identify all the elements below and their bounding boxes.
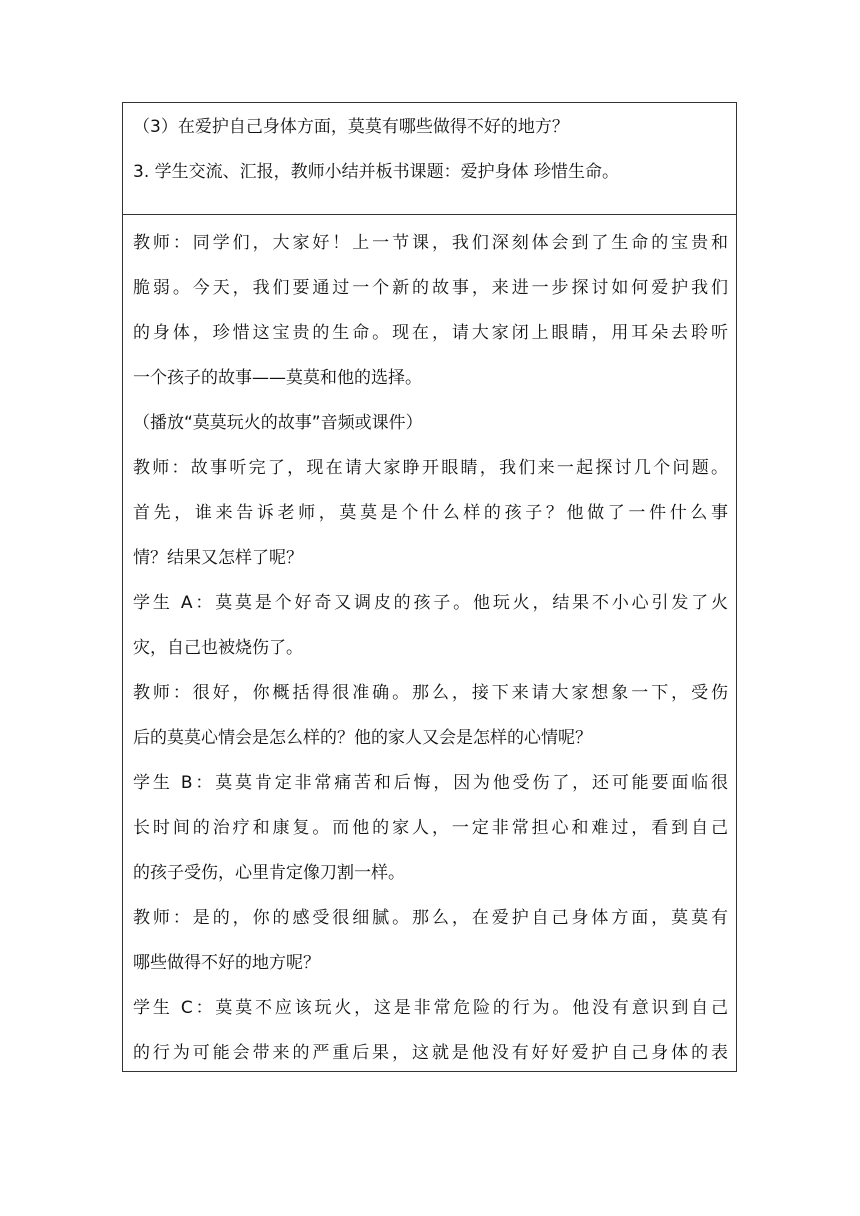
dialogue-line: 一个孩子的故事——莫莫和他的选择。 [133, 368, 422, 388]
dialogue-line: 学生 A：莫莫是个好奇又调皮的孩子。他玩火，结果不小心引发了火 [133, 593, 728, 613]
dialogue-line: 学生 B：莫莫肯定非常痛苦和后悔，因为他受伤了，还可能要面临很 [133, 773, 728, 793]
dialogue-line: 灾，自己也被烧伤了。 [133, 638, 303, 658]
dialogue-line: 教师：故事听完了，现在请大家睁开眼睛，我们来一起探讨几个问题。 [133, 458, 728, 478]
summary-line: 3. 学生交流、汇报，教师小结并板书课题：爱护身体 珍惜生命。 [133, 162, 620, 182]
table-row-dialogue [123, 215, 736, 1071]
question-line: （3）在爱护自己身体方面，莫莫有哪些做得不好的地方？ [133, 117, 569, 137]
dialogue-line: 的身体，珍惜这宝贵的生命。现在，请大家闭上眼睛，用耳朵去聆听 [133, 323, 728, 343]
dialogue-line: 哪些做得不好的地方呢？ [133, 953, 320, 973]
dialogue-line: 情？结果又怎样了呢？ [133, 548, 303, 568]
dialogue-line: 长时间的治疗和康复。而他的家人，一定非常担心和难过，看到自己 [133, 818, 728, 838]
dialogue-line: 后的莫莫心情会是怎么样的？他的家人又会是怎样的心情呢？ [133, 728, 592, 748]
dialogue-line: 教师：同学们，大家好！上一节课，我们深刻体会到了生命的宝贵和 [133, 233, 728, 253]
dialogue-line: 教师：很好，你概括得很准确。那么，接下来请大家想象一下，受伤 [133, 683, 728, 703]
stage-direction-line: （播放“莫莫玩火的故事”音频或课件） [133, 413, 423, 433]
dialogue-line: 教师：是的，你的感受很细腻。那么，在爱护自己身体方面，莫莫有 [133, 908, 728, 928]
dialogue-line: 的行为可能会带来的严重后果，这就是他没有好好爱护自己身体的表 [133, 1043, 728, 1063]
lesson-table [122, 102, 737, 1072]
dialogue-line: 脆弱。今天，我们要通过一个新的故事，来进一步探讨如何爱护我们 [133, 278, 728, 298]
dialogue-line: 学生 C：莫莫不应该玩火，这是非常危险的行为。他没有意识到自己 [133, 998, 728, 1018]
dialogue-line: 的孩子受伤，心里肯定像刀割一样。 [133, 863, 405, 883]
dialogue-line: 首先，谁来告诉老师，莫莫是个什么样的孩子？他做了一件什么事 [133, 503, 728, 523]
table-row-top [123, 103, 736, 215]
